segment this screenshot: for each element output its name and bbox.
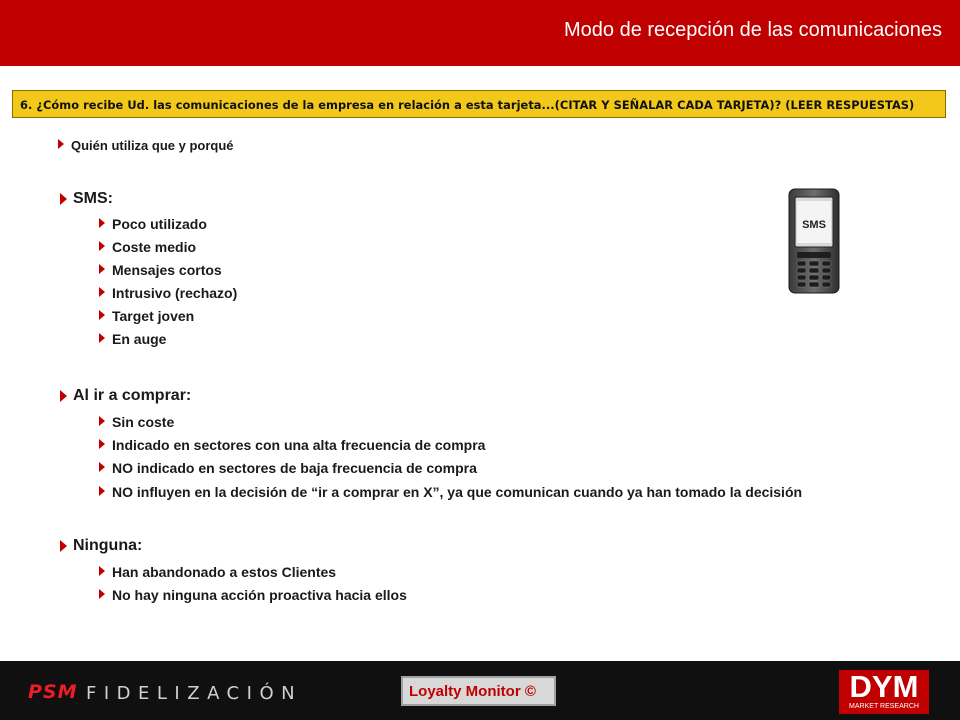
intro-text: Quién utiliza que y porqué (71, 138, 234, 153)
section-title-ninguna: Ninguna: (73, 537, 143, 554)
fidelizacion-label: FIDELIZACIÓN (86, 683, 303, 704)
bullet-arrow-icon (60, 390, 67, 402)
list-item: Han abandonado a estos Clientes (112, 564, 337, 580)
dym-logo (839, 670, 929, 714)
bullet-arrow-icon (60, 540, 67, 552)
header-bar (0, 0, 960, 66)
list-item: Mensajes cortos (112, 262, 222, 278)
bullet-arrow-icon (99, 218, 105, 228)
phone-screen-label: SMS (802, 219, 826, 231)
dym-logo-text: DYM (849, 669, 919, 704)
bullet-arrow-icon (99, 439, 105, 449)
section-title-sms: SMS: (73, 190, 113, 207)
page-title: Modo de recepción de las comunicaciones (564, 19, 942, 41)
list-item: Intrusivo (rechazo) (112, 285, 238, 301)
loyalty-monitor-text: Loyalty Monitor © (409, 683, 536, 700)
bullet-arrow-icon (99, 264, 105, 274)
list-item: NO influyen en la decisión de “ir a comprar en X”, ya que comunican cuando ya han tomado la decisión (112, 484, 803, 500)
bullet-arrow-icon (99, 287, 105, 297)
list-item: Coste medio (112, 239, 197, 255)
bullet-arrow-icon (58, 139, 64, 149)
list-item: Sin coste (112, 414, 175, 430)
bullet-arrow-icon (99, 416, 105, 426)
list-item: Target joven (112, 308, 195, 324)
question-box (12, 90, 946, 118)
list-item: NO indicado en sectores de baja frecuencia de compra (112, 460, 477, 476)
list-item: En auge (112, 331, 167, 347)
question-text: 6. ¿Cómo recibe Ud. las comunicaciones de la empresa en relación a esta tarjeta...(CITAR Y SEÑALAR CADA TARJETA)? (LEER RESPUESTAS) (20, 98, 915, 112)
bullet-arrow-icon (99, 310, 105, 320)
bullet-arrow-icon (60, 193, 67, 205)
bullet-arrow-icon (99, 486, 105, 496)
mobile-phone-icon (788, 188, 840, 299)
list-item: Indicado en sectores con una alta frecuencia de compra (112, 437, 486, 453)
bullet-arrow-icon (99, 241, 105, 251)
bullet-arrow-icon (99, 462, 105, 472)
list-item: No hay ninguna acción proactiva hacia ellos (112, 587, 407, 603)
list-item: Poco utilizado (112, 216, 207, 232)
loyalty-monitor-logo (401, 676, 556, 706)
bullet-arrow-icon (99, 333, 105, 343)
section-title-al-ir-a-comprar: Al ir a comprar: (73, 387, 192, 404)
bullet-arrow-icon (99, 566, 105, 576)
psm-logo: PSM (28, 681, 78, 703)
dym-logo-subtitle: MARKET RESEARCH (849, 703, 919, 710)
bullet-arrow-icon (99, 589, 105, 599)
